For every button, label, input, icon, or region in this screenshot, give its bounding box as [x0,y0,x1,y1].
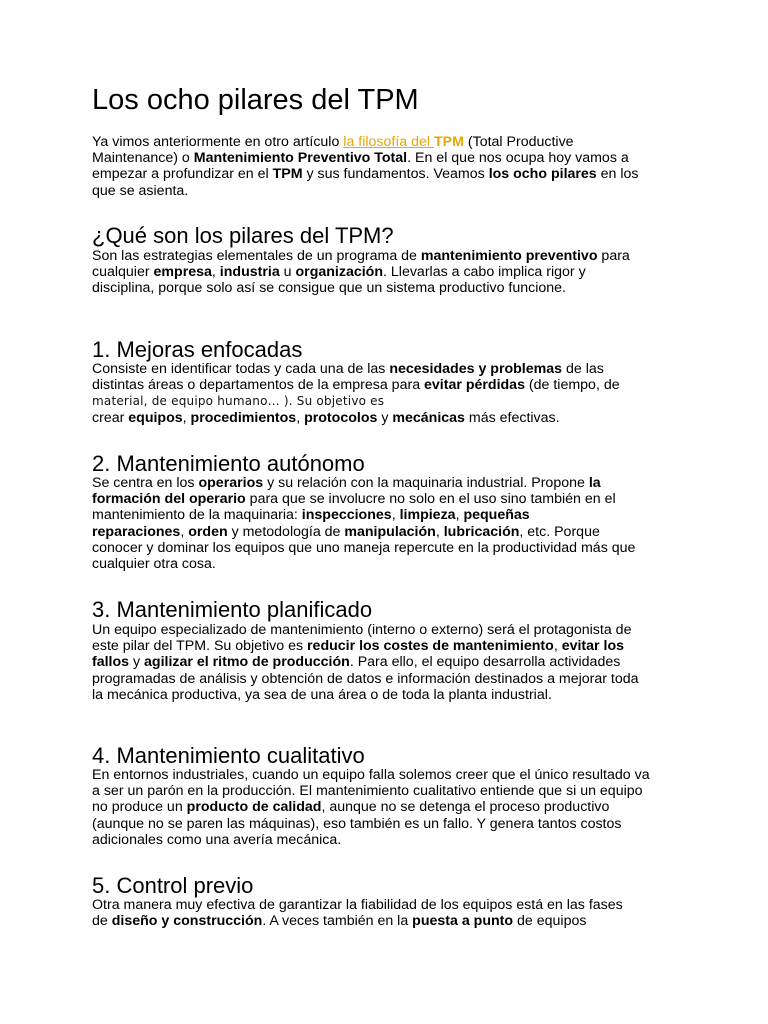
what-paragraph: Son las estrategias elementales de un programa de mantenimiento preventivo para cualquier empresa, industria u organización. Llevarlas a cabo implica rigor y disciplina, porque solo así se consigue que un sistema productivo funcione. [92,248,630,297]
section-heading-1: 1. Mejoras enfocadas [92,337,303,362]
page-title: Los ocho pilares del TPM [92,84,419,116]
section-heading-4: 4. Mantenimiento cualitativo [92,743,365,768]
pillar-4-paragraph: En entornos industriales, cuando un equipo falla solemos creer que el único resultado va a ser un parón en la producción. El mantenimiento cualitativo entiende que si un equipo no produce un producto de calidad, aunque no se detenga el proceso productivo (aunque no se paren las máquinas), eso también es un fallo. Y genera tantos costos adicionales como una avería mecánica. [92,767,650,848]
pillar-2-paragraph: Se centra en los operarios y su relación con la maquinaria industrial. Propone la formación del operario para que se involucre no solo en el uso sino también en el mantenimiento de la maquinaria: inspecciones, limpieza, pequeñas reparaciones, orden y metodología de manipulación, lubricación, etc. Porque conocer y dominar los equipos que uno maneja repercute en la productividad más que cualquier otra cosa. [92,475,636,573]
pillar-3-paragraph: Un equipo especializado de mantenimiento (interno o externo) será el protagonista de este pilar del TPM. Su objetivo es reducir los costes de mantenimiento, evitar los fallos y agilizar el ritmo de producción. Para ello, el equipo desarrolla actividades programadas de análisis y obtención de datos e información destinados a mejorar toda la mecánica productiva, ya sea de una área o de toda la planta industrial. [92,622,639,703]
tpm-link[interactable]: TPM [434,134,464,150]
philosophy-link[interactable]: la filosofía del [343,134,434,150]
section-heading-3: 3. Mantenimiento planificado [92,597,373,622]
pillar-5-paragraph: Otra manera muy efectiva de garantizar la fiabilidad de los equipos está en las fases de diseño y construcción. A veces también en la puesta a punto de equipos [92,897,623,930]
pillar-1-paragraph: Consiste en identificar todas y cada una de las necesidades y problemas de las distintas áreas o departamentos de la empresa para evitar pérdidas (de tiempo, de material, de equipo humano… ). Su objetivo es crear equipos, procedimientos, protocolos y mecánicas más efectivas. [92,361,620,426]
section-heading-what: ¿Qué son los pilares del TPM? [92,223,394,248]
section-heading-5: 5. Control previo [92,873,254,898]
section-heading-2: 2. Mantenimiento autónomo [92,451,365,476]
intro-paragraph: Ya vimos anteriormente en otro artículo la filosofía del TPM (Total Productive Maintenance) o Mantenimiento Preventivo Total. En el que nos ocupa hoy vamos a empezar a profundizar en el TPM y sus fundamentos. Veamos los ocho pilares en los que se asienta. [92,134,639,199]
